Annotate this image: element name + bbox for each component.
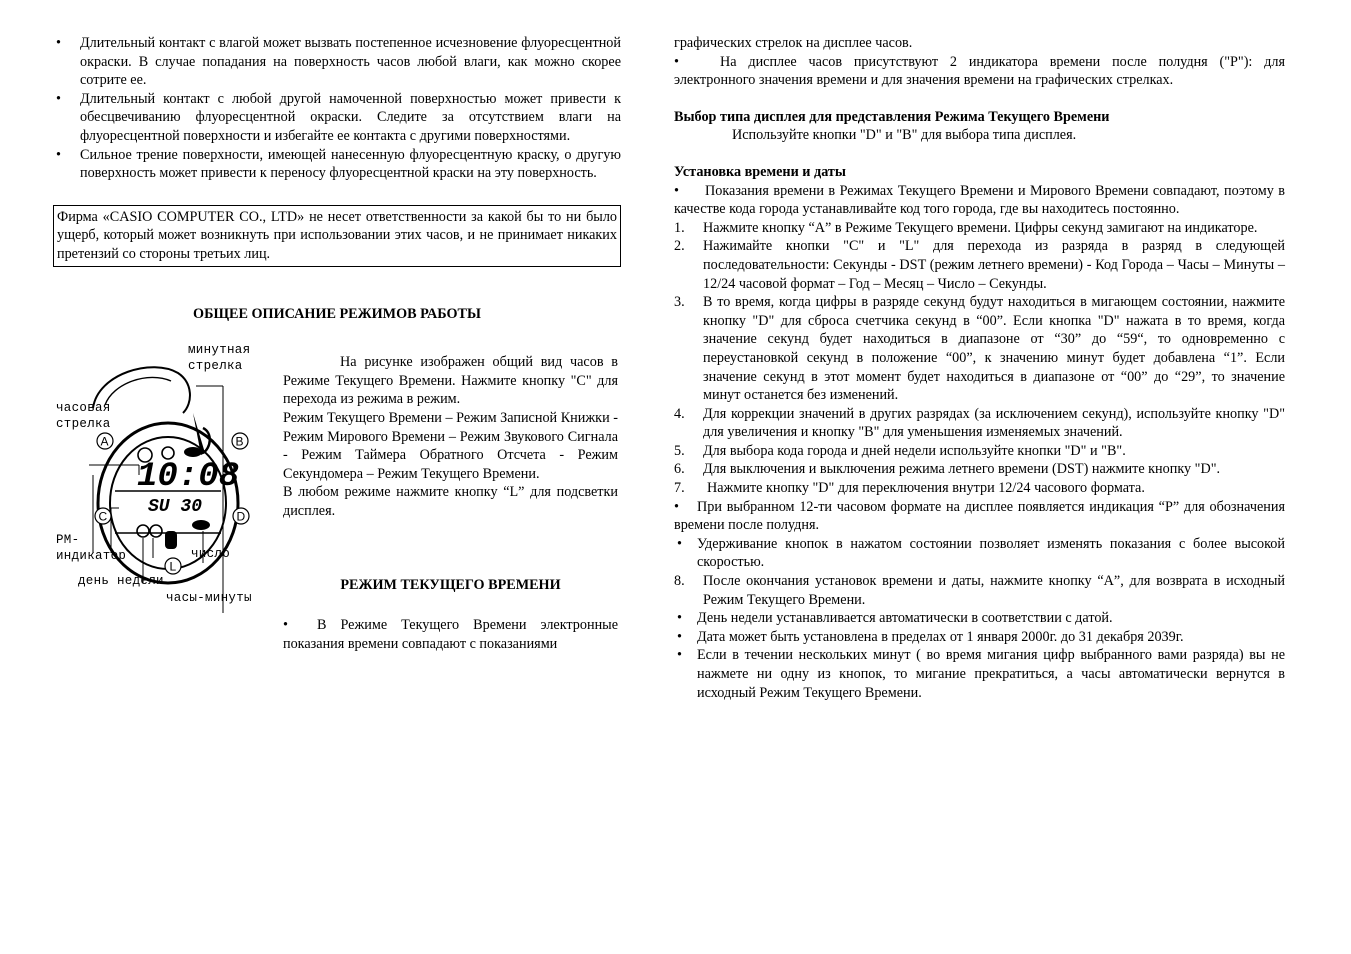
button-d-label: D xyxy=(236,509,246,524)
label-weekday: день недели xyxy=(78,574,164,589)
setting-bullet-text: Показания времени в Режимах Текущего Времени и Мирового Времени совпадают, поэтому в качестве кода города устанавливайте код того города, где вы находитесь постоянно. xyxy=(674,182,1285,218)
setting-step: 5. Для выбора кода города и дней недели используйте кнопки "D" и "B". xyxy=(674,442,1126,459)
figure-description xyxy=(283,353,618,653)
figure-text-3: В любом режиме нажмите кнопку “L” для подсветки дисплея. xyxy=(283,484,618,519)
care-bullet: • Длительный контакт с влагой может вызвать постепенное исчезновение флуоресцентной окраски. В случае попадания на поверхность часов любой влаги, как можно скорее сотрите ее. xyxy=(53,34,621,90)
care-bullet: • Длительный контакт с любой другой намоченной поверхностью может привести к обесцвечиванию флуоресцентной окраски. Следите за отсутствием влаги на флуоресцентной поверхности и избегайте ее контакта с другими поверхностями. xyxy=(53,90,621,146)
display-type-heading: Выбор типа дисплея для представления Режима Текущего Времени xyxy=(674,108,1110,125)
hold-bullet: • Удерживание кнопок в нажатом состоянии позволяет изменять показания с более высокой скоростью. xyxy=(674,535,1285,572)
button-a-label: A xyxy=(100,434,109,449)
pm-indicator-text: На дисплее часов присутствуют 2 индикатора времени после полудня ("P"): для электронного значения времени и для значения времени на графических стрелках. xyxy=(674,53,1285,89)
label-minute-hand-1: минутная xyxy=(188,343,251,358)
pm-indicator-bullet: • На дисплее часов присутствуют 2 индикатора времени после полудня ("P"): для электронного значения времени и для значения времени на графических стрелках. xyxy=(674,53,1285,89)
label-hour-hand-1: часовая xyxy=(56,401,111,416)
label-minute-hand-2: стрелка xyxy=(188,359,243,374)
current-time-bullet: • В Режиме Текущего Времени электронные показания времени совпадают с показаниями xyxy=(283,617,618,652)
setting-step: 8. После окончания установок времени и даты, нажмите кнопку “A”, для возврата в исходный Режим Текущего Времени. xyxy=(674,573,1285,608)
setting-step: 7. Нажмите кнопку "D" для переключения внутри 12/24 часового формата. xyxy=(674,480,1145,497)
setting-step: 4. Для коррекции значений в других разрядах (за исключением секунд), используйте кнопку "D" для увеличения и кнопку "B" для уменьшения изменяемых значений. xyxy=(674,405,1285,441)
watch-diagram xyxy=(53,343,273,623)
label-pm-2: индикатор xyxy=(56,549,127,564)
final-bullet-list xyxy=(674,609,1285,702)
lcd-time: 10:08 xyxy=(137,458,240,497)
display-type-text: Используйте кнопки "D" и "B" для выбора типа дисплея. xyxy=(732,127,1077,144)
final-bullet: • Если в течении нескольких минут ( во время мигания цифр выбранного вами разряда) вы не нажмете ни одну из кнопок, то мигание прекратиться, а часы автоматически вернутся в исходный Режим Текущего Времени. xyxy=(674,646,1285,702)
setting-step: 6. Для выключения и выключения режима летнего времени (DST) нажмите кнопку "D". xyxy=(674,461,1221,478)
final-bullet: • День недели устанавливается автоматически в соответствии с датой. xyxy=(674,609,1285,628)
button-l-label: L xyxy=(169,559,177,574)
label-pm-1: PM- xyxy=(56,533,80,548)
label-hours-minutes: часы-минуты xyxy=(166,591,252,606)
section-title-modes: ОБЩЕЕ ОПИСАНИЕ РЕЖИМОВ РАБОТЫ xyxy=(193,305,481,322)
hold-bullet-list xyxy=(674,535,1285,572)
button-c-label: C xyxy=(98,509,108,524)
setting-step-8 xyxy=(674,572,1285,609)
continuation-text: графических стрелок на дисплее часов. xyxy=(674,35,913,51)
disclaimer-box: Фирма «CASIO COMPUTER CO., LTD» не несет ответственности за какой бы то ни было ущерб, который может возникнуть при использовании этих часов, и не принимает никаких претензий со стороны третьих лиц. xyxy=(53,205,621,267)
setting-step: 3. В то время, когда цифры в разряде секунд будут находиться в мигающем состоянии, нажмите кнопку "D" для сброса счетчика секунд в “00”. Если кнопка "D" нажата в то время, когда значение секунд будет находиться в диапазоне от “30” до “59“, то одновременно с переустановкой секунд в положение “00”, к значению минут будет добавлена “1”. Если значение секунд в этот момент будет находиться в диапазоне от “00” до “29”, то значение минут останется без изменений. xyxy=(674,294,1285,404)
time-date-setting-heading: Установка времени и даты xyxy=(674,163,846,180)
right-column xyxy=(674,34,1285,702)
figure-text-2: Режим Текущего Времени – Режим Записной Книжки - Режим Мирового Времени – Режим Звукового Сигнала - Режим Таймера Обратного Отсчета - Режим Секундомера – Режим Текущего Времени. xyxy=(283,409,618,482)
final-bullet: • Дата может быть установлена в пределах от 1 января 2000г. до 31 декабря 2039г. xyxy=(674,628,1285,647)
left-column xyxy=(53,34,621,683)
setting-bullet: • Показания времени в Режимах Текущего Времени и Мирового Времени совпадают, поэтому в качестве кода города устанавливайте код того города, где вы находитесь постоянно. xyxy=(674,182,1285,218)
care-bullet-list xyxy=(53,34,621,183)
pm-format-bullet: • При выбранном 12-ти часовом формате на дисплее появляется индикация “P” для обозначения времени после полудня. xyxy=(674,498,1285,534)
setting-step: 1. Нажмите кнопку “A” в Режиме Текущего времени. Цифры секунд замигают на индикаторе. xyxy=(674,219,1258,236)
button-b-label: B xyxy=(235,434,244,449)
lcd-date: SU 30 xyxy=(148,497,203,518)
setting-steps xyxy=(674,219,1285,498)
setting-step: 2. Нажимайте кнопки "C" и "L" для перехода из разряда в разряд в следующей последовательности: Секунды - DST (режим летнего времени) - Код Города – Часы – Минуты – 12/24 часовой формат – Год – Месяц – Число – Секунды. xyxy=(674,238,1285,292)
current-time-bullet-text: В Режиме Текущего Времени электронные показания времени совпадают с показаниями xyxy=(283,617,618,652)
pm-format-text: При выбранном 12-ти часовом формате на дисплее появляется индикация “P” для обозначения времени после полудня. xyxy=(674,498,1285,534)
label-hour-hand-2: стрелка xyxy=(56,417,111,432)
section-title-current-time: РЕЖИМ ТЕКУЩЕГО ВРЕМЕНИ xyxy=(340,577,561,594)
label-date: число xyxy=(191,547,231,562)
figure-text-1: На рисунке изображен общий вид часов в Режиме Текущего Времени. Нажмите кнопку "C" для перехода из режима в режим. xyxy=(283,354,618,408)
care-bullet: • Сильное трение поверхности, имеющей нанесенную флуоресцентную краску, о другую поверхность может привести к переносу флуоресцентной краски на эту поверхность. xyxy=(53,146,621,183)
figure-row xyxy=(53,343,621,683)
